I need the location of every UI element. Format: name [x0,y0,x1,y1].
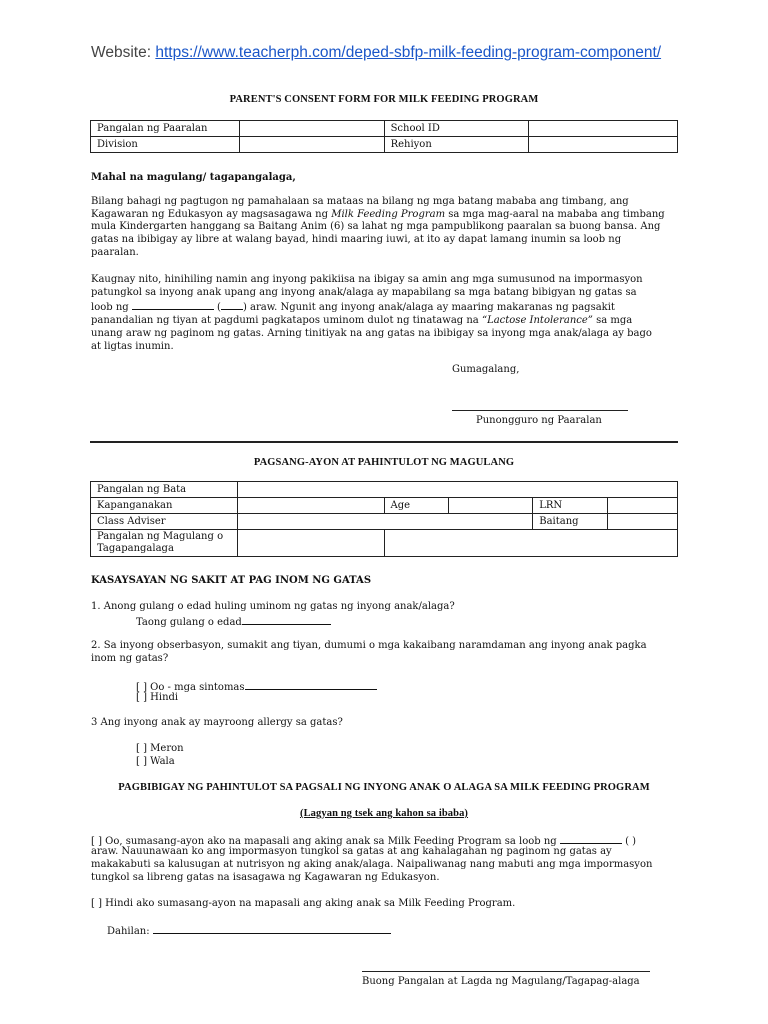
permission-title: PAGBIBIGAY NG PAHINTULOT SA PAGSALI NG INYONG ANAK O ALAGA SA MILK FEEDING PROGRAM [118,782,650,793]
parent-signature-label: Buong Pangalan at Lagda ng Magulang/Tagapag-alaga [362,976,640,987]
text-segment: sa mga [596,315,633,327]
text-line: at ligtas inumin. [91,340,174,352]
table-row [91,482,678,498]
reason-blank[interactable] [153,923,391,934]
days-count-box[interactable]: ( ) [625,836,637,847]
checkbox-option[interactable]: [ ] Oo - mga sintomas [136,682,245,693]
q3-option-yes[interactable]: [ ] Meron [136,743,184,754]
consent-title: PAGSANG-AYON AT PAHINTULOT NG MAGULANG [253,457,515,468]
table-row [91,498,678,514]
lactose-term: “Lactose Intolerance” [481,315,593,327]
school-id-label: School ID [384,121,529,137]
consent-yes-line-2: araw. Nauunawaan ko ang impormasyon tungkol sa gatas at ang kahalagahan ng paginom ng gatas ay [91,846,612,857]
reason-label: Dahilan: [107,926,150,937]
question-2-line-1: 2. Sa inyong obserbasyon, sumakit ang tiyan, dumumi o mga kakaibang naramdaman ang inyong anak pagka [91,640,647,651]
q3-option-no[interactable]: [ ] Wala [136,756,175,767]
program-name: Milk Feeding Program [331,208,446,220]
division-label: Division [91,137,240,153]
days-number-blank[interactable] [221,299,243,310]
parent-name-label [91,530,238,557]
child-name-field[interactable] [237,482,677,498]
text-line: paaralan. [91,246,139,258]
age-label: Age [384,498,449,514]
consent-yes-line-4: tungkol sa libreng gatas na isasagawa ng Kagawaran ng Edukasyon. [91,872,440,883]
website-line [91,44,661,62]
division-field[interactable] [239,137,384,153]
birthdate-label: Kapanganakan [91,498,238,514]
table-row [91,121,678,137]
grade-field[interactable] [608,514,678,530]
text-line [91,299,681,315]
age-field[interactable] [449,498,533,514]
table-row [91,137,678,153]
school-info-table [90,120,678,153]
text-line [91,315,681,328]
permission-instruction: (Lagyan ng tsek ang kahon sa ibaba) [299,808,469,819]
parent-name-field[interactable] [237,530,384,557]
school-name-field[interactable] [239,121,384,137]
question-1-answer [136,614,331,630]
question-1: 1. Anong gulang o edad huling uminom ng gatas ng inyong anak/alaga? [91,601,455,612]
birthdate-field[interactable] [237,498,384,514]
label-line: Pangalan ng Magulang o [97,531,224,542]
school-id-field[interactable] [529,121,678,137]
region-field[interactable] [529,137,678,153]
adviser-label: Class Adviser [91,514,238,530]
symptoms-blank[interactable] [245,679,377,690]
text-segment: panandalian ng tiyan at pagdumi pagkatapos uminom dulot ng tinatawag na [91,315,479,327]
label-line: Tagapangalaga [97,543,174,554]
principal-signature-line[interactable] [452,410,628,411]
text-line: Bilang bahagi ng pagtugon ng pamahalaan sa mataas na bilang ng mga batang mababa ang timbang, ang [91,196,629,207]
question-2-line-2: inom ng gatas? [91,653,169,664]
age-answer-blank[interactable] [242,614,331,625]
question-3: 3 Ang inyong anak ay mayroong allergy sa gatas? [91,717,343,728]
consent-yes-option[interactable]: [ ] Oo, sumasang-ayon ako na mapasali ang aking anak sa Milk Feeding Program sa loob ng [91,836,557,847]
q2-option-no[interactable]: [ ] Hindi [136,692,179,703]
principal-label: Punongguro ng Paaralan [476,415,602,426]
child-name-label: Pangalan ng Bata [91,482,238,498]
text-segment: loob ng [91,302,129,314]
website-link[interactable]: https://www.teacherph.com/deped-sbfp-milk-feeding-program-component/ [155,44,662,61]
consent-no-option[interactable]: [ ] Hindi ako sumasang-ayon na mapasali ang aking anak sa Milk Feeding Program. [91,898,516,909]
text-line: mula Kindergarten hanggang sa Baitang Anim (6) sa lahat ng mga pampublikong paaralan sa buong bansa. Ang [91,221,661,233]
table-row [91,530,678,557]
text-line: Kaugnay nito, hinihiling namin ang inyong pakikiisa na ibigay sa amin ang mga sumusunod na impormasyon [91,274,643,285]
section-divider [90,441,678,443]
adviser-field[interactable] [237,514,532,530]
text-line: patungkol sa inyong anak upang ang inyong anak/alaga ay mapabilang sa mga batang bibigyan ng gatas sa [91,286,637,298]
text-segment: Kagawaran ng Edukasyon ay magsasagawa ng [91,208,329,220]
parent-name-field-extra[interactable] [384,530,677,557]
text-line: unang araw ng paginom ng gatas. Arning tinitiyak na ang gatas na ibibigay sa inyong mga anak/alaga ay bago [91,327,652,339]
text-segment: sa mga mag-aaral na mababa ang timbang [448,208,665,220]
reason-line [107,923,391,939]
consent-yes-line-3: makakabuti sa kalusugan at nutrisyon ng aking anak/alaga. Naipaliwanag nang mabuti ang mga impormasyon [91,859,653,870]
letter-paragraph-1 [91,196,681,260]
text-segment: ( [217,302,221,314]
school-name-label: Pangalan ng Paaralan [91,121,240,137]
table-row [91,514,678,530]
answer-label: Taong gulang o edad [136,617,242,628]
form-title: PARENT'S CONSENT FORM FOR MILK FEEDING PROGRAM [229,94,539,105]
greeting: Mahal na magulang/ tagapangalaga, [91,172,296,183]
child-info-table [90,481,678,557]
text-line: gatas na ibibigay ay libre at walang bayad, hindi maaring iuwi, at ito ay dapat lamang inumin sa loob ng [91,234,622,246]
history-title: KASAYSAYAN NG SAKIT AT PAG INOM NG GATAS [91,575,372,586]
text-line [91,209,681,222]
parent-signature-line[interactable] [362,971,650,972]
lrn-field[interactable] [608,498,678,514]
grade-label: Baitang [533,514,608,530]
closing: Gumagalang, [452,364,520,375]
text-segment: ) araw. Ngunit ang inyong anak/alaga ay maaring makaranas ng pagsakit [242,302,615,314]
website-label: Website: [91,44,152,61]
region-label: Rehiyon [384,137,529,153]
letter-paragraph-2 [91,274,681,353]
consent-days-blank[interactable] [560,833,622,844]
days-blank[interactable] [132,299,214,310]
lrn-label: LRN [533,498,608,514]
